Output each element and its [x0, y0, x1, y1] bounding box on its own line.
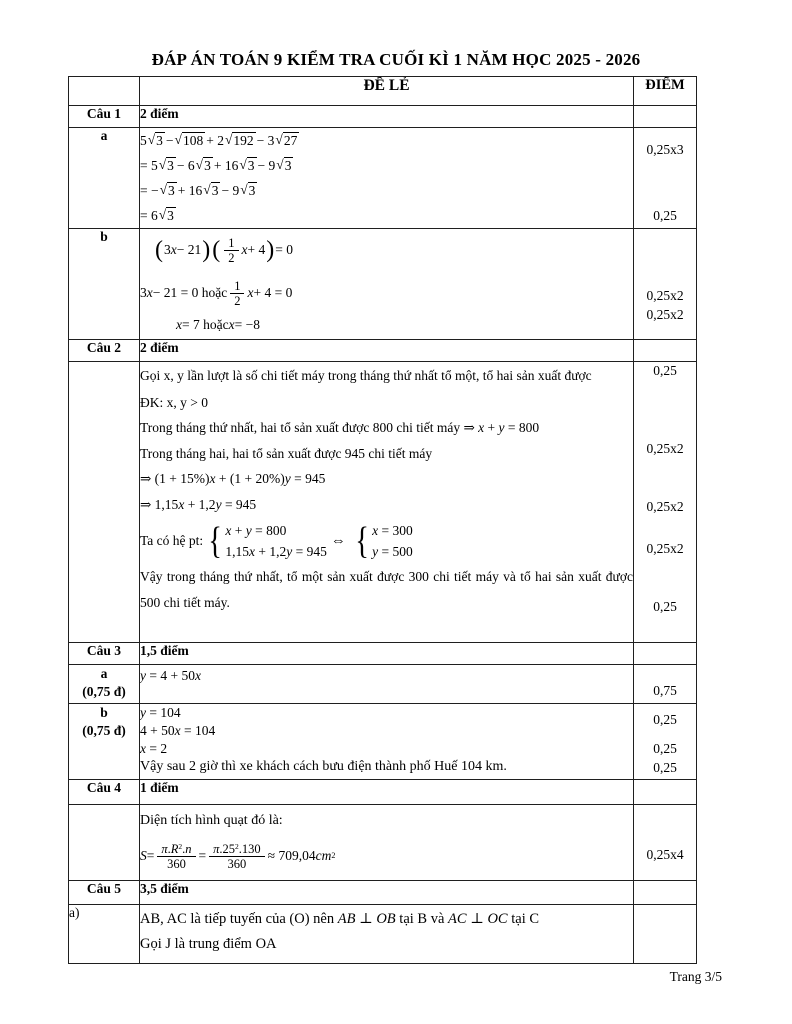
cau2-solution	[140, 362, 634, 643]
solution-line: ( 3 x − 21 ) ( 1 2 x + 4 ) = 0	[155, 235, 293, 265]
cau5-header-points-cell	[634, 881, 697, 905]
cau4-solution	[140, 805, 634, 881]
cau5-header-row	[69, 881, 697, 905]
cau2-header-points-cell	[634, 340, 697, 362]
mark-value: 0,25	[653, 599, 677, 614]
part-label: a	[100, 666, 108, 681]
page-number: Trang 3/5	[669, 969, 722, 984]
cau4-empty-label-cell	[69, 805, 140, 881]
solution-line: 5 √3 − √108 + 2 √192 − 3 √27	[140, 132, 298, 148]
cau3a-solution: y = 4 + 50x	[140, 665, 634, 704]
cau1b-row	[69, 229, 697, 340]
mark-value: 0,25x2	[646, 541, 684, 556]
solution-paragraph: Vậy trong tháng thứ nhất, tổ một sản xuất được 300 chi tiết máy và tổ hai sản xuất được 500 chi tiết máy.	[140, 569, 633, 610]
solution-line: = − √3 + 16 √3 − 9 √3	[140, 182, 256, 198]
equation: { x + y = 800	[225, 522, 287, 538]
part-points: (0,75 đ)	[82, 723, 126, 738]
cau1-header-row	[69, 106, 697, 128]
equation: y = 500	[372, 543, 413, 559]
solution-line: AB, AC là tiếp tuyến của (O) nên AB ⊥ OB tại B và AC ⊥ OC tại C	[140, 911, 540, 927]
cau3b-points-cell	[634, 704, 697, 780]
cau5a-row	[69, 905, 697, 964]
cau4-content-row	[69, 805, 697, 881]
cau1b-label: b	[69, 229, 140, 340]
header-diem: ĐIỂM	[634, 77, 697, 106]
solution-line: = 5 √3 − 6 √3 + 16 √3 − 9 √3	[140, 157, 292, 173]
cau3-label: Câu 3	[69, 643, 140, 665]
cau2-header-row	[69, 340, 697, 362]
solution-line: Vậy sau 2 giờ thì xe khách cách bưu điện thành phố Huế 104 km.	[140, 759, 507, 774]
cau1-total: 2 điểm	[140, 106, 634, 128]
solution-line: x = 2	[140, 741, 168, 756]
cau5a-solution	[140, 905, 634, 964]
cau2-label: Câu 2	[69, 340, 140, 362]
mark-value: 0,25x4	[646, 847, 684, 862]
solution-paragraph: ⇒ 1,15x + 1,2y = 945	[140, 497, 257, 512]
cau5-total: 3,5 điểm	[140, 881, 634, 905]
cau3b-label	[69, 704, 140, 780]
mark-value: 0,25x3	[646, 142, 684, 157]
solution-line: x = 7 hoặc x = −8	[176, 317, 260, 332]
header-de-le: ĐỀ LẺ	[140, 77, 634, 106]
cau1b-points-cell	[634, 229, 697, 340]
table-header-row	[69, 77, 697, 106]
cau3a-points-cell	[634, 665, 697, 704]
cau3-total: 1,5 điểm	[140, 643, 634, 665]
cau4-label: Câu 4	[69, 780, 140, 805]
solution-line: = 6 √3	[140, 207, 174, 223]
cau3-header-points-cell	[634, 643, 697, 665]
mark-value: 0,75	[653, 683, 677, 698]
system-of-equations	[140, 518, 633, 564]
solution-paragraph: ⇒ (1 + 15%)x + (1 + 20%)y = 945	[140, 471, 326, 486]
cau5a-label: a)	[69, 905, 140, 964]
equation-system-right	[353, 523, 413, 560]
cau2-empty-label-cell	[69, 362, 140, 643]
mark-value: 0,25	[653, 741, 677, 756]
cau1a-points-cell	[634, 128, 697, 229]
part-points: (0,75 đ)	[82, 684, 126, 699]
system-intro: Ta có hệ pt:	[140, 533, 204, 548]
cau4-total: 1 điểm	[140, 780, 634, 805]
mark-value: 0,25x2	[646, 441, 684, 456]
iff-symbol: ⇔	[330, 532, 346, 549]
solution-paragraph: ĐK: x, y > 0	[140, 395, 208, 410]
cau2-content-row	[69, 362, 697, 643]
cau2-points-cell	[634, 362, 697, 643]
mark-value: 0,25	[653, 208, 677, 223]
solution-line: Gọi J là trung điểm OA	[140, 936, 277, 952]
cau1a-label: a	[69, 128, 140, 229]
cau3b-row	[69, 704, 697, 780]
cau1a-solution	[140, 128, 634, 229]
part-label: b	[100, 705, 108, 720]
solution-line: y = 104	[140, 705, 181, 720]
mark-value: 0,25x2	[646, 307, 684, 322]
cau3a-row	[69, 665, 697, 704]
header-empty-cell	[69, 77, 140, 106]
mark-value: 0,25	[653, 363, 677, 378]
cau3a-label	[69, 665, 140, 704]
cau1b-solution	[140, 229, 634, 340]
cau1-header-points-cell	[634, 106, 697, 128]
equation-system-left	[206, 523, 327, 560]
cau2-total: 2 điểm	[140, 340, 634, 362]
cau4-header-row	[69, 780, 697, 805]
cau1a-row	[69, 128, 697, 229]
equation: 1,15x + 1,2y = 945	[225, 543, 327, 559]
equation: { x = 300	[372, 522, 413, 538]
cau5a-points-cell	[634, 905, 697, 964]
solution-line: 4 + 50x = 104	[140, 723, 216, 738]
solution-paragraph: Diện tích hình quạt đó là:	[140, 813, 283, 828]
cau4-points-cell	[634, 805, 697, 881]
solution-paragraph: Trong tháng hai, hai tổ sản xuất được 945 chi tiết máy	[140, 446, 433, 461]
solution-paragraph: Trong tháng thứ nhất, hai tổ sản xuất được 800 chi tiết máy ⇒ x + y = 800	[140, 420, 540, 435]
cau5-label: Câu 5	[69, 881, 140, 905]
cau1-label: Câu 1	[69, 106, 140, 128]
mark-value: 0,25	[653, 712, 677, 727]
page-title: ĐÁP ÁN TOÁN 9 KIỂM TRA CUỐI KÌ 1 NĂM HỌC 2025 - 2026	[151, 50, 641, 69]
mark-value: 0,25	[653, 760, 677, 775]
mark-value: 0,25x2	[646, 288, 684, 303]
mark-value: 0,25x2	[646, 499, 684, 514]
cau3b-solution	[140, 704, 634, 780]
cau3-header-row	[69, 643, 697, 665]
cau4-header-points-cell	[634, 780, 697, 805]
solution-line: 3 x − 21 = 0 hoặc 1 2 x + 4 = 0	[140, 278, 293, 308]
answer-table	[68, 76, 697, 964]
solution-paragraph: Gọi x, y lần lượt là số chi tiết máy trong tháng thứ nhất tổ một, tổ hai sản xuất được	[140, 368, 592, 383]
sector-area-formula: S = $\pi.R^2.n$ 360 = $\pi.25^2.130$ 360 ≈ 709,04 cm 2	[140, 841, 336, 871]
